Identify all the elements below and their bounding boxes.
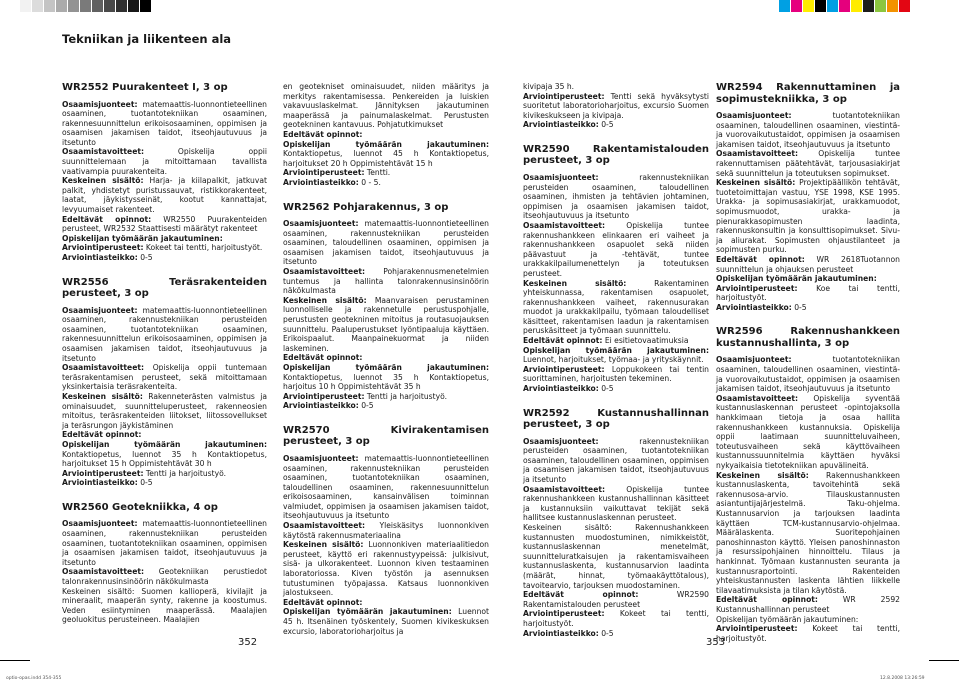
color-swatch: [20, 0, 32, 12]
course-wr2556: WR2556 Teräsrakenteiden perusteet, 3 op Osaamisjuonteet: matemaattis-luonnontieteellinen osaaminen, rakennustekniikan perusteiden osaaminen, tuotantotekniikan osaaminen, rakennesuunnittelun erikoisosaaminen, oppimisen ja osaamisen jakamisen taidot, itseohjautuvuus ja itsetunto Osaamistavoitteet: Opiskelija oppii tuntemaan teräsrakentamisen perusteet, sekä mitoittamaan yksinkertaisia teräsrakenteita. Keskeinen sisältö: Rakenneterästen valmistus ja ominaisuudet, suunnitteluperusteet, rakenneosien mitoitus, teräsrakenteiden liitokset, liitossovellukset ja teräsrungon jäykistäminen Edeltävät opinnot: Opiskelijan työmäärän jakautuminen: Kontaktiopetus, luennot 35 h Kontaktiopetus, harjoitukset 15 h Oppimistehtävät 30 h Arviointiperusteet: Tentti ja harjoitustyö. Arviointiasteikko: 0-5: [62, 276, 267, 488]
color-swatch: [68, 0, 80, 12]
course-wr2560: WR2560 Geotekniikka, 4 op Osaamisjuonteet: matemaattis-luonnontieteellinen osaaminen, rakennustekniikan perusteiden osaaminen, tuotantotekniikan osaaminen, oppimisen ja osaamisen jakamisen taidot, itseohjautuvuus ja itsetunto Osaamistavoitteet: Geotekniikan perustiedot talonrakennusinsinöörin näkökulmasta Keskeinen sisältö: Suomen kallioperä, kivilajit ja mineraalit, maaperän synty, rakenne ja koostumus. Veden esiintyminen maaperässä. Maalajien geoluokitus perusteineen. Maalajien: [62, 501, 267, 625]
print-slug-left: optio-opas.indd 354-355: [6, 676, 62, 681]
color-swatch: [779, 0, 791, 12]
color-swatch: [839, 0, 851, 12]
color-swatch: [32, 0, 44, 12]
crop-mark: [0, 660, 30, 661]
course-title: WR2570 Kivirakentamisen perusteet, 3 op: [283, 424, 489, 448]
color-swatch: [104, 0, 116, 12]
course-title: WR2556 Teräsrakenteiden perusteet, 3 op: [62, 276, 267, 300]
column-2: [283, 82, 489, 636]
course-title: WR2562 Pohjarakennus, 3 op: [283, 201, 449, 213]
color-swatch: [791, 0, 803, 12]
column-4: [716, 82, 900, 643]
course-wr2590: WR2590 Rakentamistalouden perusteet, 3 op Osaamisjuonteet: rakennustekniikan perusteiden osaaminen, taloudellinen osaaminen, ihmisten ja tehtävien johtaminen, oppimisen ja osaamisen jakamisen taidot, itseohjautuvuus ja itsetunto Osaamistavoitteet: Opiskelija tuntee rakennushankkeen elinkaaren eri vaiheet ja rakennushankkeen osapuolet sekä niiden päävastuut ja -tehtävät, tuntee urakkakilpailumenettelyn ja toteutuksen perusteet. Keskeinen sisältö: Rakentaminen yhteiskunnassa, rakentamisen osapuolet, rakennushankkeen vaiheet, rakennusurakan muodot ja urakkakilpailu, työmaan taloudelliset käsitteet, rakentamisen laadun ja rakentamisen peruskäsitteet ja työmaan suunnittelu. Edeltävät opinnot: Ei esitietovaatimuksia Opiskelijan työmäärän jakautuminen: Luennot, harjoitukset, työmaa- ja yrityskäynnit. Arviointiperusteet: Loppukokeen tai tentin suorittaminen, harjoitusten tekeminen. Arviointiasteikko: 0-5: [523, 143, 709, 394]
course-title: WR2560 Geotekniikka, 4 op: [62, 501, 218, 513]
course-wr2562: WR2562 Pohjarakennus, 3 op Osaamisjuonteet: matemaattis-luonnontieteellinen osaaminen, rakennustekniikan perusteiden osaaminen, taloudellinen osaaminen, oppimisen ja osaamisen jakamisen taidot, itseohjautuvuus ja itsetunto Osaamistavoitteet: Pohjarakennusmenetelmien tuntemus ja hallinta talonrakennusinsinöörin näkökulmasta Keskeinen sisältö: Maanvaraisen perustaminen luonnolliselle ja rakennetulle perustuspohjalle, perustusten geotekninen mitoitus ja routasuojauksen suunnittelu. Paaluperustukset lyöntipaalujа käyttäen. Erikoispaalut. Maanpainekuormat ja niiden laskeminen. Edeltävät opinnot: Opiskelijan työmäärän jakautuminen: Kontaktiopetus, luennot 35 h Kontaktiopetus, harjoitus 10 h Oppimistehtävät 35 h Arviointiperusteet: Tentti ja harjoitustyö. Arviointiasteikko: 0-5: [283, 201, 489, 411]
color-swatch: [863, 0, 875, 12]
color-swatch: [44, 0, 56, 12]
course-wr2596: WR2596 Rakennushankkeen kustannushallinta, 3 op Osaamisjuonteet: tuotantotekniikan osaaminen, taloudellinen osaaminen, viestintä- ja vuorovaikutustaidot, oppimisen ja osaamisen jakamisen taidot, itseohjautuvuus ja itsetunto Osaamistavoitteet: Opiskelija syventää kustannuslaskennan perusteet -opintojaksolla hankkimaan tietoja ja osaa hallita rakennushankkeen kustannuksia. Opiskelija oppii laatimaan suunnitteluvaiheen, toteutusvaiheen sekä käyttövaiheen kustannussuunnitelmia käyttäen hyväksi nykyaikaisia tietotekniikan apuvälineitä. Keskeinen sisältö: Rakennushankkeen kustannuslaskenta, tavoitehintä sekä rakennusosa-arvio. Tilauskustannusten asiantuntijajärjestelmä. Taku-ohjelma. Kustannusarvion ja tarjouksen laadinta käyttäen TCM-kustannusarvio-ohjelmaa. Määrälaskenta. Suoritepohjainen panoshinnaston käyttö. Yleisen panoshinnaston ja resurssipohjainen hinnoittelu. Tilaus ja hankinnat. Työmaan kustannusten seuranta ja kustannusraportointi. Rakenteiden yhteiskustannusten laskenta lähtien liikkelle tilavaatimuksista ja tilan käytöstä. Edeltävät opinnot: WR 2592 Kustannushallinnan perusteet Opiskelijan työmäärän jakautuminen: Arviointiperusteet: Kokeet tai tentti, harjoitustyöt.: [716, 326, 900, 643]
course-wr2592: WR2592 Kustannushallinnan perusteet, 3 op Osaamisjuonteet: rakennustekniikan perusteiden osaaminen, tuotantotekniikan osaaminen, taloudellinen osaaminen, oppimisen ja osaamisen jakamisen taidot, itseohjautuvuus ja itsetunto Osaamistavoitteet: Opiskelija tuntee rakennushankkeen kustannushallinnan käsitteet ja kustannuksiin vaikuttavat tekijät sekä hallitsee kustannuslaskennan perusteet. Keskeinen sisältö: Rakennushankkeen kustannusten muodostuminen, nimikkeistöt, kustannuslaskennan menetelmät, suunnitteluratkaisujen ja rakentamisvaiheen kustannuslaskenta, kustannusarvion laadinta (määrät, hinnat, työmaakäyttötalous), tavoitearvio, tarjouksen muodostaminen. Edeltävät opinnot: WR2590 Rakentamistalouden perusteet Arviointiperusteet: Kokeet tai tentti, harjoitustyöt. Arviointiasteikko: 0-5: [523, 407, 709, 638]
color-swatch: [875, 0, 887, 12]
page-number-left: 352: [238, 637, 258, 648]
course-title: WR2594 Rakennuttaminen ja sopimustekniikka, 3 op: [716, 82, 900, 105]
course-wr2594: WR2594 Rakennuttaminen ja sopimustekniikka, 3 op Osaamisjuonteet: tuotantotekniikan osaaminen, taloudellinen osaaminen, viestintä- ja vuorovaikutustaidot, oppimisen ja osaamisen jakamisen taidot, itseohjautuvuus ja itsetunto Osaamistavoitteet: Opiskelija tuntee rakennuttamisen päätehtävät, tarjousasiakirjat sekä suunnittelun ja toteutuksen sopimukset. Keskeinen sisältö: Projektipäällikön tehtävät, tuotetoimittajan vastuu, YSE 1998, KSE 1995. Urakka- ja sopimusasiakirjat, urakkamuodot, sopimusmuodot, urakka- ja pienurakkasopimusten laadinta, rakennuskonsultin ja konsulttisopimukset. Sivu- ja aliurakat. Sopimusten ohjaustilanteet ja sopimusten purku. Edeltävät opinnot: WR 2618Tuotannon suunnittelun ja ohjauksen perusteet Opiskelijan työmäärän jakautuminen: Arviointiperusteet: Koe tai tentti, harjoitustyöt. Arviointiasteikko: 0-5: [716, 82, 900, 312]
color-swatch: [827, 0, 839, 12]
color-swatch: [815, 0, 827, 12]
course-title: WR2552 Puurakenteet I, 3 op: [62, 82, 228, 93]
crop-mark: [929, 660, 959, 661]
page-header: Tekniikan ja liikenteen ala: [62, 32, 232, 46]
color-bar-right: [779, 0, 911, 12]
color-swatch: [899, 0, 911, 12]
course-title: WR2592 Kustannushallinnan perusteet, 3 op: [523, 407, 709, 431]
color-swatch: [92, 0, 104, 12]
color-swatch: [803, 0, 815, 12]
column-3: [523, 82, 709, 638]
color-swatch: [851, 0, 863, 12]
print-slug-right: 12.8.2008 13:26:59: [880, 676, 925, 681]
course-wr2570: WR2570 Kivirakentamisen perusteet, 3 op Osaamisjuonteet: matemaattis-luonnontieteellinen osaaminen, rakennustekniikan perusteiden osaaminen, tuotantotekniikan osaaminen, taloudellinen osaaminen, rakennesuunnittelun erikoisosaaminen, kansainvälisen toiminnan valmiudet, oppimisen ja osaamisen jakamisen taidot, itseohjautuvuus ja itsetunto Osaamistavoitteet: Yleiskäsitys luonnonkiven käytöstä rakennusmateriaalina Keskeinen sisältö: Luonnonkiven materiaalitiedon perusteet, käyttö eri rakennustyypeissä: julkisivut, sisä- ja ulkorakenteet. Luonnon kiven testaaminen laboratoriossa. Kiven työstön ja asennuksen tutustuminen työpajassa. Katsaus luonnonkiven jalostukseen. Edeltävät opinnot: Opiskelijan työmäärän jakautuminen: Luennot 45 h. Itsenäinen työskentely, Suomen kivikeskuksen excursio, laboratorioharjoitus ja: [283, 424, 490, 636]
color-swatch: [80, 0, 92, 12]
page-number-right: 353: [706, 637, 726, 648]
color-swatch: [56, 0, 68, 12]
course-wr2552: WR2552 Puurakenteet I, 3 op Osaamisjuonteet: matemaattis-luonnontieteellinen osaaminen, tuotantotekniikan osaaminen, rakennesuunnittelun erikoisosaaminen, oppimisen ja osaamisen jakamisen taidot, itseohjautuvuus ja itsetunto Osaamistavoitteet: Opiskelija oppii suunnittelemaan ja mitoittamaan tavallista vaativampia puurakenteita. Keskeinen sisältö: Harja- ja kiilapalkit, jatkuvat palkit, yhdistetyt puristussauvat, ristikkorakenteet, laatat, jäykistysseinät, kootut kannattajat, levyuumaiset rakenteet. Edeltävät opinnot: WR2550 Puurakenteiden perusteet, WR2532 Staattisesti määrätyt rakenteet Opiskelijan työmäärän jakautuminen: Arviointiperusteet: Kokeet tai tentti, harjoitustyöt. Arviointiasteikko: 0-5: [62, 82, 267, 262]
course-title: WR2590 Rakentamistalouden perusteet, 3 op: [523, 143, 709, 167]
color-swatch: [887, 0, 899, 12]
column-1: [62, 82, 267, 625]
color-bar-left: [20, 0, 152, 12]
course-wr2570-cont: kivipaja 35 h. Arviointiperusteet: Tentti sekä hyväksytysti suoritetut laboratorioharjoitus, excursio Suomen kivikeskukseen ja kivipaja. Arviointiasteikko: 0-5: [523, 82, 709, 130]
course-wr2560-cont: en geotekniset ominaisuudet, niiden määritys ja merkitys rakentamisessa. Penkereiden ja luiskien vakavuuslaskelmat. Jännityksen jakautuminen maaperässä ja painumalaskelmat. Perustusten geotekninen kantavuus. Pohjatutkimukset Edeltävät opinnot: Opiskelijan työmäärän jakautuminen: Kontaktiopetus, luennot 45 h Kontaktiopetus, harjoitukset 20 h Oppimistehtävät 15 h Arviointiperusteet: Tentti. Arviointiasteikko: 0 - 5.: [283, 82, 489, 187]
color-swatch: [116, 0, 128, 12]
color-swatch: [128, 0, 140, 12]
course-title: WR2596 Rakennushankkeen kustannushallinta, 3 op: [716, 326, 900, 349]
color-swatch: [140, 0, 152, 12]
